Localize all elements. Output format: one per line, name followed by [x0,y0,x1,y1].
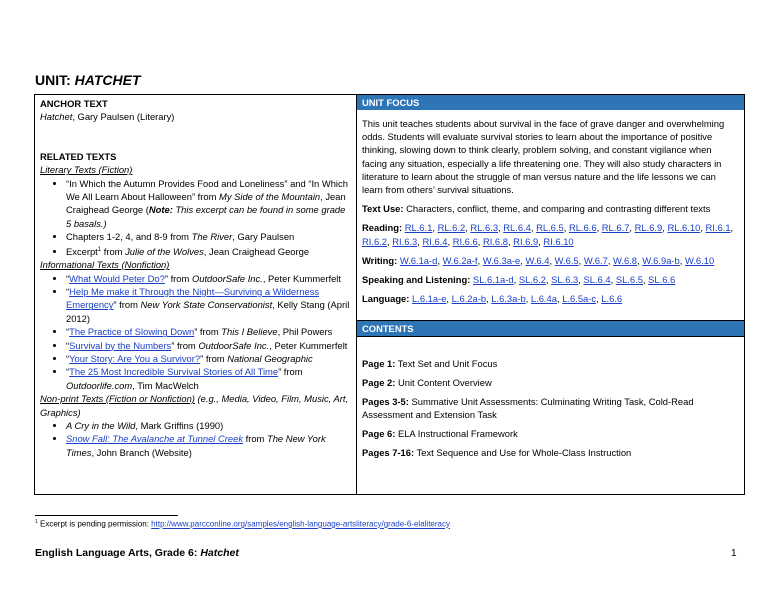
footnote-rule [35,515,178,516]
standard-link[interactable]: RI.6.8 [482,235,508,247]
standard-link[interactable]: L.6.5a-c [562,293,597,305]
standard-link[interactable]: RL.6.4 [503,222,531,234]
nonprint-texts-list [40,419,351,459]
literary-texts-heading: Literary Texts (Fiction) [40,164,133,176]
standard-link[interactable]: RL.6.10 [667,222,701,234]
list-item: • “What Would Peter Do?” from OutdoorSafe Inc., Peter Kummerfelt [66,272,351,285]
standard-link[interactable]: RI.6.9 [513,235,539,247]
footnote-link[interactable]: http://www.parcconline.org/samples/english-language-artsliteracy/grade-6-elaliteracy [151,519,450,529]
contents-item: Page 6: ELA Instructional Framework [362,428,518,439]
standard-link[interactable]: L.6.4a [530,293,557,305]
standard-link[interactable]: RI.6.2 [362,235,388,247]
standard-link[interactable]: RI.6.4 [422,235,448,247]
standard-link[interactable]: SL.6.1a-d [472,274,514,286]
standard-link[interactable]: W.6.7 [583,254,608,266]
contents-body [357,337,744,465]
unit-focus-paragraph: This unit teaches students about survival in the face of grave danger and overwhelming odds. Students will evaluate survival stories to learn about the importance of positive thinking, slowing down to think clearly, problem solving, and constant vigilance when facing any situation, especially a life threatening one. They will also study characters in literature to learn about the struggle of man versus nature and the life lessons we can learn from others’ survival situations. [362,118,725,196]
standard-link[interactable]: W.6.4 [525,254,550,266]
standard-link[interactable]: RI.6.3 [392,235,418,247]
standard-link[interactable]: RL.6.6 [568,222,597,234]
text-use: Text Use: Characters, conflict, theme, and comparing and contrasting different texts [362,203,711,215]
list-item: • “Help Me make it Through the Night—Surviving a Wilderness Emergency” from New York State Conservationist, Kelly Stang (April 2012) [66,285,351,325]
standard-link[interactable]: RI.6.10 [543,235,574,247]
anchor-text-heading: ANCHOR TEXT [40,98,108,109]
list-item: • A Cry in the Wild, Mark Griffins (1990) [66,419,351,432]
related-texts-heading: RELATED TEXTS [40,150,117,162]
text-link[interactable]: What Would Peter Do? [69,272,165,284]
standard-link[interactable]: RL.6.3 [470,222,499,234]
unit-title-name: HATCHET [74,72,141,88]
list-item: • “In Which the Autumn Provides Food and Loneliness” and “In Which We All Learn About Halloween” from My Side of the Mountain, Jean Craighead George (Note: This excerpt can be found in some grade 5 basals.) [66,177,351,231]
page-footer: English Language Arts, Grade 6: Hatchet [35,547,239,559]
footnote: $^1$ Excerpt is pending permission: http://www.parcconline.org/samples/english-language-artsliteracy/grade-6-elaliteracy [35,519,450,529]
text-link[interactable]: Snow Fall: The Avalanche at Tunnel Creek [66,433,244,445]
standard-link[interactable]: L.6.2a-b [451,293,487,305]
unit-table [34,94,745,495]
writing-standards: Writing: W.6.1a-d, W.6.2a-f, W.6.3a-e, W.6.4, W.6.5, W.6.7, W.6.8, W.6.9a-b, W.6.10 [362,254,715,266]
standard-link[interactable]: RL.6.5 [536,222,564,234]
standard-link[interactable]: W.6.3a-e [482,254,521,266]
text-link[interactable]: The 25 Most Incredible Survival Stories of All Time [69,366,279,378]
contents-item: Page 2: Unit Content Overview [362,377,492,388]
standard-link[interactable]: W.6.1a-d [399,254,438,266]
nonprint-texts-heading: Non-print Texts (Fiction or Nonfiction) (e.g., Media, Video, Film, Music, Art, Graphics) [40,393,349,418]
text-link[interactable]: The Practice of Slowing Down [69,326,195,338]
standard-link[interactable]: L.6.1a-e [412,293,447,305]
unit-title-prefix: UNIT: [35,72,75,88]
anchor-text: Hatchet, Gary Paulsen (Literary) [40,111,175,123]
reading-standards: Reading: RL.6.1, RL.6.2, RL.6.3, RL.6.4, RL.6.5, RL.6.6, RL.6.7, RL.6.9, RL.6.10, RI.6.1, RI.6.2, RI.6.3, RI.6.4, RI.6.6, RI.6.8, RI.6.9, RI.6.10 [362,222,734,247]
standard-link[interactable]: RL.6.2 [437,222,466,234]
text-link[interactable]: Help Me make it Through the Night—Surviving a Wilderness Emergency [66,286,320,311]
standard-link[interactable]: W.6.9a-b [642,254,680,266]
standard-link[interactable]: SL.6.2 [518,274,546,286]
standard-link[interactable]: SL.6.3 [551,274,579,286]
standard-link[interactable]: L.6.6 [601,293,623,305]
list-item: • “The Practice of Slowing Down” from This I Believe, Phil Powers [66,325,351,338]
list-item: • “Survival by the Numbers” from OutdoorSafe Inc., Peter Kummerfelt [66,339,351,352]
standard-link[interactable]: L.6.3a-b [491,293,526,305]
standard-link[interactable]: W.6.5 [554,254,579,266]
standard-link[interactable]: RI.6.6 [452,235,478,247]
contents-heading: CONTENTS [357,320,744,337]
informational-texts-list [40,272,351,393]
contents-item: Pages 7-16: Text Sequence and Use for Whole-Class Instruction [362,447,632,458]
standard-link[interactable]: SL.6.4 [583,274,611,286]
page-number: 1 [731,548,737,559]
speaking-standards: Speaking and Listening: SL.6.1a-d, SL.6.2, SL.6.3, SL.6.4, SL.6.5, SL.6.6 [362,274,676,286]
standard-link[interactable]: SL.6.5 [615,274,643,286]
list-item: • “The 25 Most Incredible Survival Stories of All Time” from Outdoorlife.com, Tim MacWelch [66,365,351,392]
standard-link[interactable]: W.6.2a-f [442,254,478,266]
standard-link[interactable]: SL.6.6 [648,274,676,286]
literary-texts-list [40,177,351,259]
language-standards: Language: L.6.1a-e, L.6.2a-b, L.6.3a-b, L.6.4a, L.6.5a-c, L.6.6 [362,293,623,305]
standard-link[interactable]: RL.6.1 [404,222,433,234]
contents-item: Page 1: Text Set and Unit Focus [362,358,498,369]
unit-title [35,72,141,88]
standard-link[interactable]: RL.6.7 [601,222,630,234]
standard-link[interactable]: W.6.8 [613,254,638,266]
list-item: • Chapters 1-2, 4, and 8-9 from The River, Gary Paulsen [66,230,351,243]
list-item: • Snow Fall: The Avalanche at Tunnel Creek from The New York Times, John Branch (Website) [66,432,351,459]
unit-focus-heading: UNIT FOCUS [357,95,744,110]
unit-focus-body [357,110,744,320]
focus-column [357,95,744,494]
standard-link[interactable]: RI.6.1 [705,222,731,234]
text-link[interactable]: Survival by the Numbers [69,339,172,351]
list-item: • Excerpt$^1$ from Julie of the Wolves, Jean Craighead George [66,244,351,259]
standard-link[interactable]: RL.6.9 [634,222,663,234]
text-link[interactable]: Your Story: Are You a Survivor? [69,353,201,365]
contents-item: Pages 3-5: Summative Unit Assessments: Culminating Writing Task, Cold-Read Assessment and Extension Task [362,396,694,420]
text-set-column [35,95,357,494]
standard-link[interactable]: W.6.10 [684,254,715,266]
list-item: • “Your Story: Are You a Survivor?” from National Geographic [66,352,351,365]
informational-texts-heading: Informational Texts (Nonfiction) [40,259,170,271]
